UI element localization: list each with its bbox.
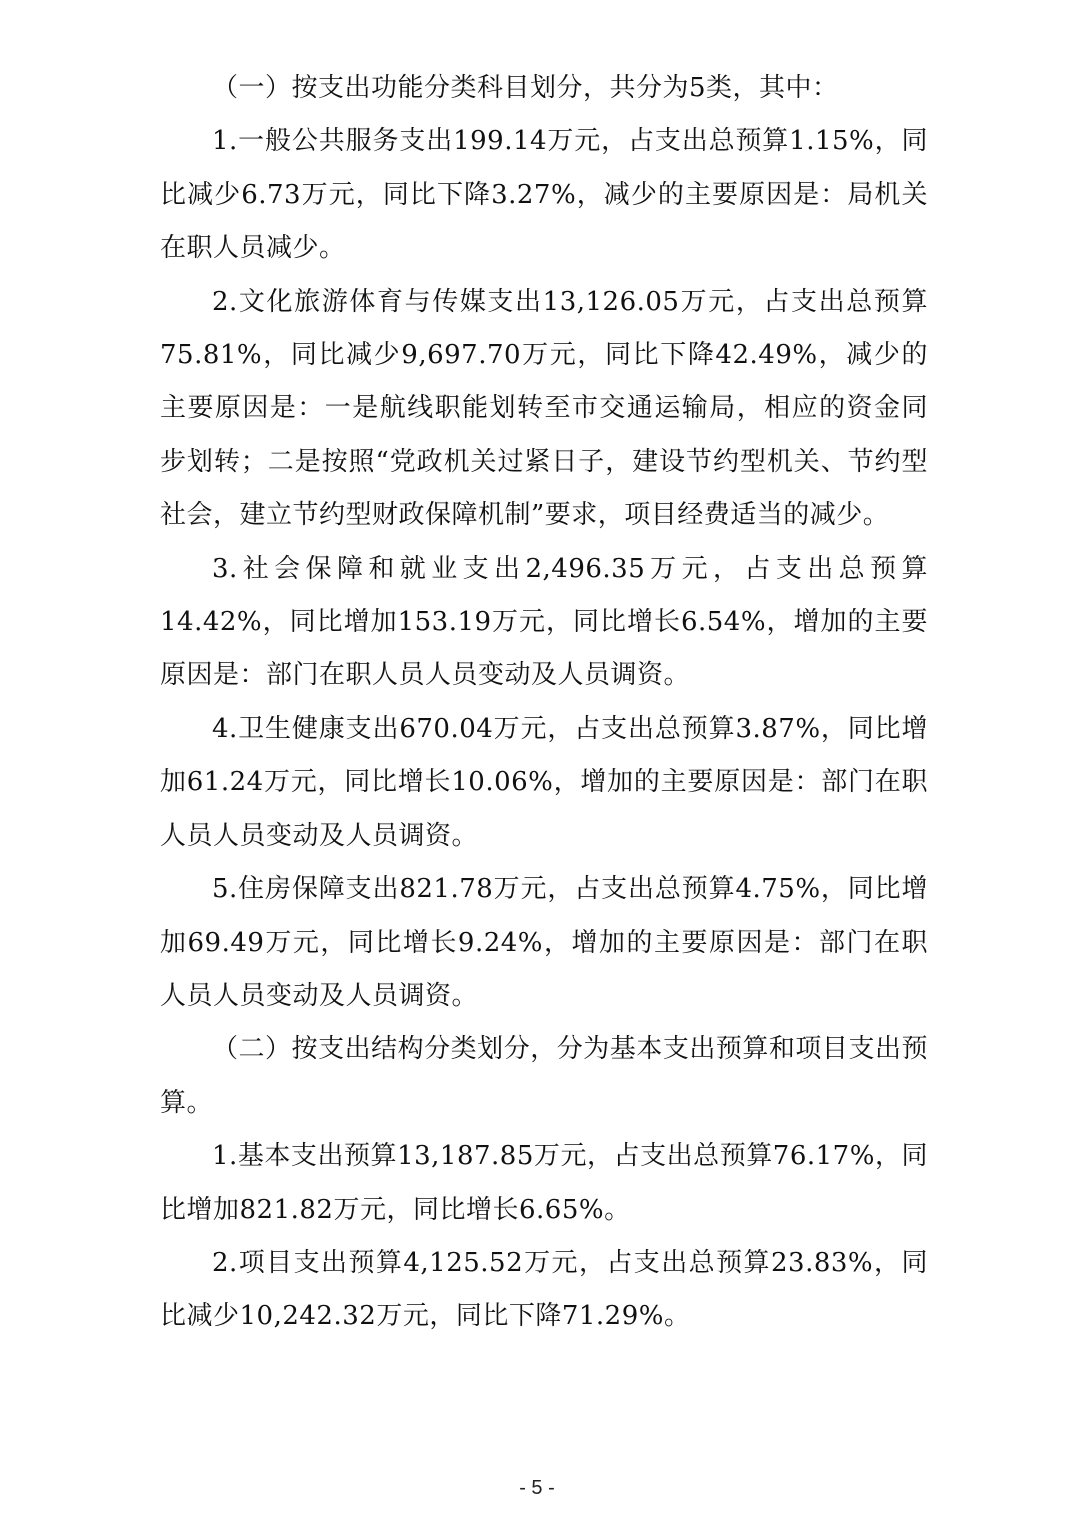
item-culture-tourism-sports-media: 2.文化旅游体育与传媒支出13,126.05万元，占支出总预算75.81%，同比减少9,697.70万元，同比下降42.49%，减少的主要原因是：一是航线职能划转至市交通运输局，相应的资金同步划转；二是按照“党政机关过紧日子，建设节约型机关、节约型社会，建立节约型财政保障机制”要求，项目经费适当的减少。 xyxy=(160,286,928,531)
item-general-public-services: 1.一般公共服务支出199.14万元，占支出总预算1.15%，同比减少6.73万元，同比下降3.27%，减少的主要原因是：局机关在职人员减少。 xyxy=(160,126,928,264)
section-heading-functional: （一）按支出功能分类科目划分，共分为5类，其中： xyxy=(212,73,839,103)
document-body xyxy=(160,62,928,1344)
page-number: - 5 - xyxy=(519,1477,555,1499)
item-health: 4.卫生健康支出670.04万元，占支出总预算3.87%，同比增加61.24万元，同比增长10.06%，增加的主要原因是：部门在职人员人员变动及人员调资。 xyxy=(160,713,928,851)
item-housing-security: 5.住房保障支出821.78万元，占支出总预算4.75%，同比增加69.49万元，同比增长9.24%，增加的主要原因是：部门在职人员人员变动及人员调资。 xyxy=(160,874,928,1011)
section-heading-structural: （二）按支出结构分类划分，分为基本支出预算和项目支出预算。 xyxy=(160,1034,928,1118)
item-social-security-employment: 3.社会保障和就业支出2,496.35万元，占支出总预算14.42%，同比增加153.19万元，同比增长6.54%，增加的主要原因是：部门在职人员人员变动及人员调资。 xyxy=(160,553,928,691)
item-project-expenditure: 2.项目支出预算4,125.52万元，占支出总预算23.83%，同比减少10,242.32万元，同比下降71.29%。 xyxy=(160,1247,928,1332)
item-basic-expenditure: 1.基本支出预算13,187.85万元，占支出总预算76.17%，同比增加821.82万元，同比增长6.65%。 xyxy=(160,1141,928,1225)
